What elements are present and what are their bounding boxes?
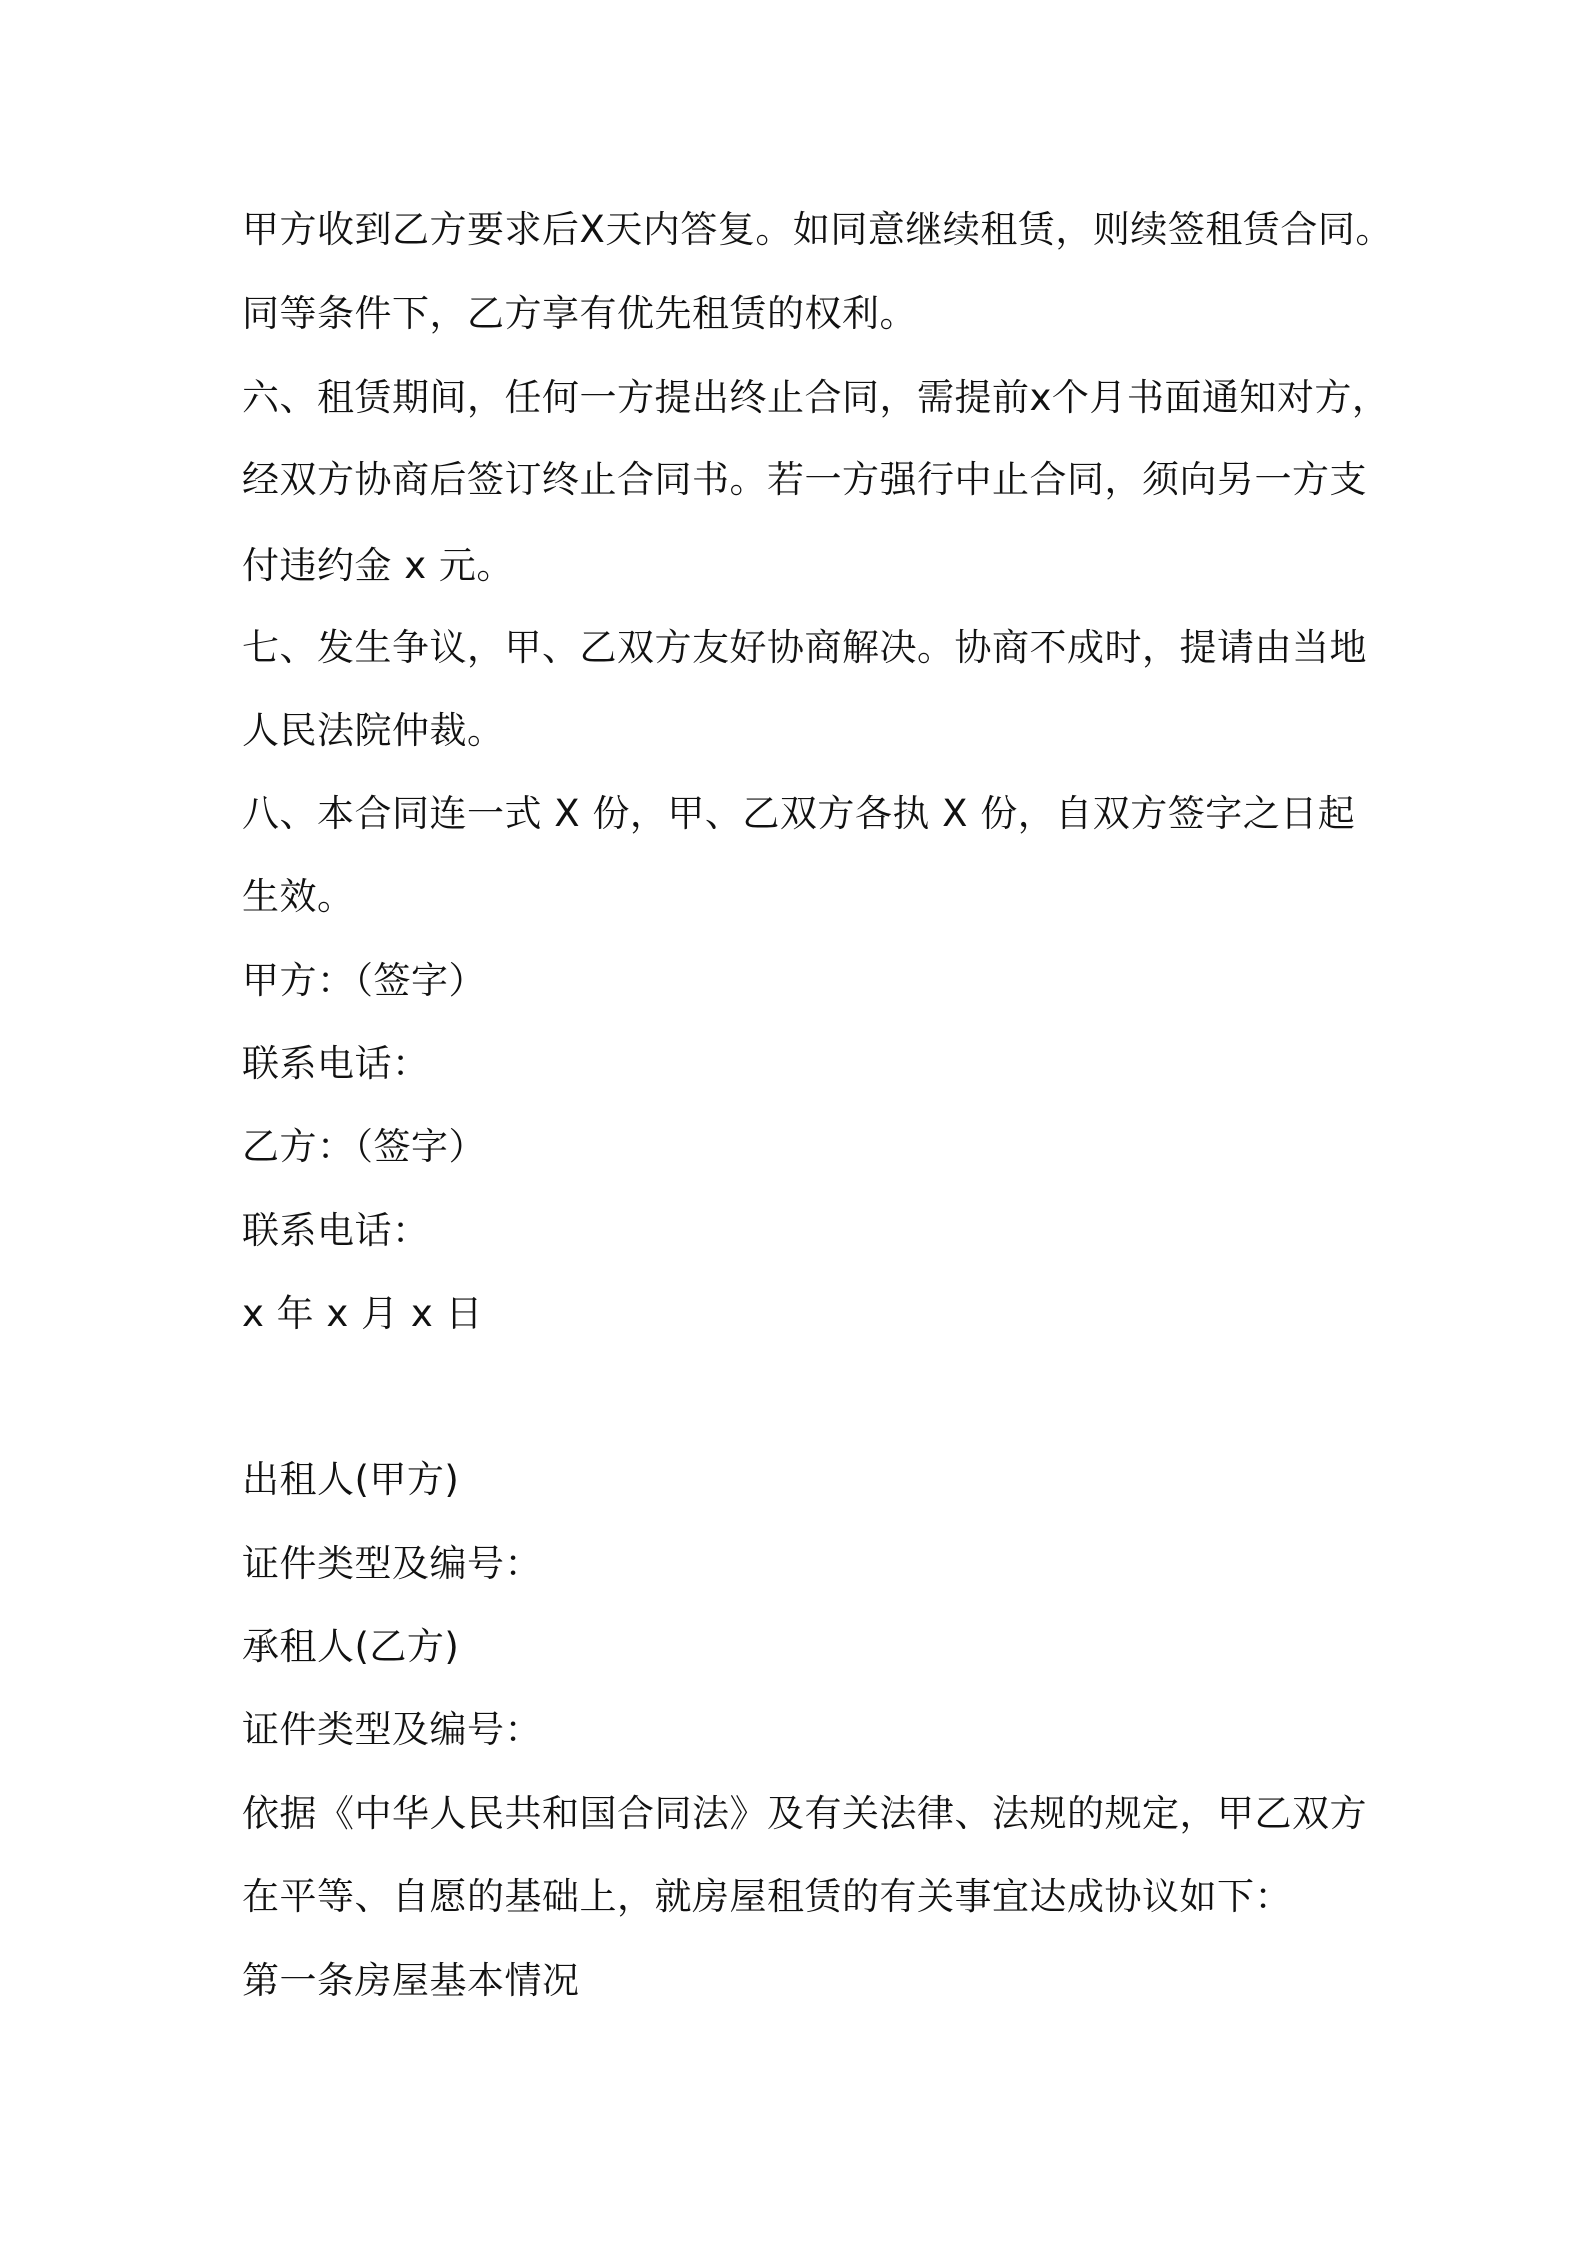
clause-eight-line-2: 生效。 <box>242 875 355 918</box>
lessee-label: 承租人(乙方) <box>242 1625 460 1668</box>
clause-five-continuation-line-1: 甲方收到乙方要求后X天内答复。如同意继续租赁，则续签租赁合同。 <box>242 208 1393 251</box>
clause-six-line-1: 六、租赁期间，任何一方提出终止合同，需提前x个月书面通知对方， <box>242 376 1390 419</box>
party-b-signature-label: 乙方：（签字） <box>242 1125 486 1168</box>
preamble-line-1: 依据《中华人民共和国合同法》及有关法律、法规的规定，甲乙双方 <box>242 1792 1367 1835</box>
party-b-phone-label: 联系电话： <box>242 1209 430 1252</box>
clause-six-line-2: 经双方协商后签订终止合同书。若一方强行中止合同，须向另一方支 <box>242 458 1367 501</box>
lessee-id-label: 证件类型及编号： <box>242 1708 542 1751</box>
clause-eight-line-1: 八、本合同连一式 X 份，甲、乙双方各执 X 份，自双方签字之日起 <box>242 792 1356 835</box>
clause-six-line-3: 付违约金 x 元。 <box>242 544 514 587</box>
party-a-phone-label: 联系电话： <box>242 1042 430 1085</box>
clause-seven-line-1: 七、发生争议，甲、乙双方友好协商解决。协商不成时，提请由当地 <box>242 626 1367 669</box>
date-line: x 年 x 月 x 日 <box>242 1292 483 1335</box>
lessor-label: 出租人(甲方) <box>242 1458 460 1501</box>
preamble-line-2: 在平等、自愿的基础上，就房屋租赁的有关事宜达成协议如下： <box>242 1875 1292 1918</box>
clause-five-continuation-line-2: 同等条件下，乙方享有优先租赁的权利。 <box>242 292 917 335</box>
lessor-id-label: 证件类型及编号： <box>242 1542 542 1585</box>
party-a-signature-label: 甲方：（签字） <box>242 959 486 1002</box>
clause-seven-line-2: 人民法院仲裁。 <box>242 709 505 752</box>
article-one-heading: 第一条房屋基本情况 <box>242 1959 580 2002</box>
